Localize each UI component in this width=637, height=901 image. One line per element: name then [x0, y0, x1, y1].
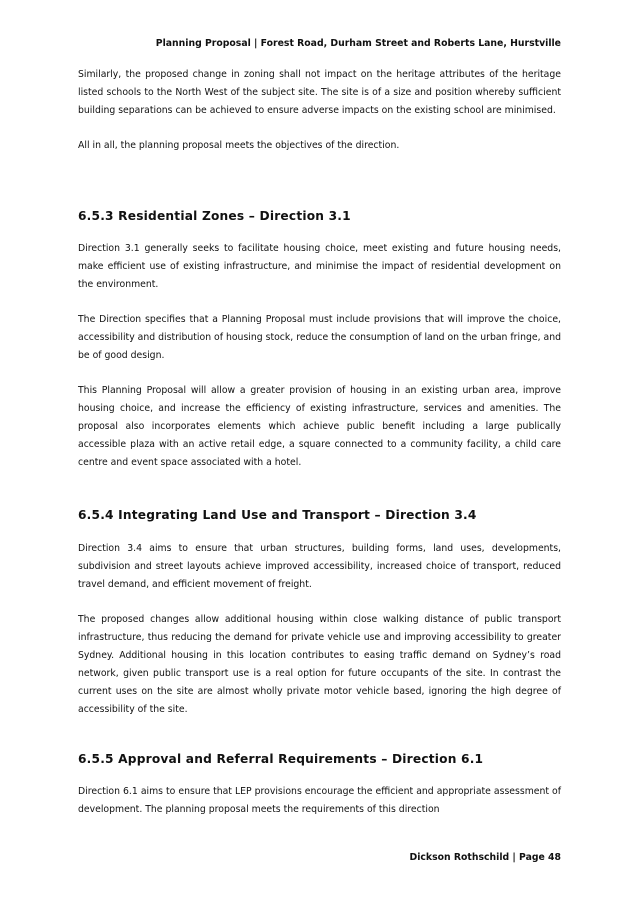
section-body: [78, 240, 561, 472]
paragraph: This Planning Proposal will allow a greater provision of housing in an existing urban area, improve housing choice, and increase the efficiency of existing infrastructure, services and amenities. The proposal also incorporates elements which achieve public benefit including a large publically accessible plaza with an active retail edge, a square connected to a community facility, a child care centre and event space associated with a hotel.: [78, 385, 561, 468]
paragraph: Similarly, the proposed change in zoning shall not impact on the heritage attributes of the heritage listed schools to the North West of the subject site. The site is of a size and position whereby sufficient building separations can be achieved to ensure adverse impacts on the existing school are minimised.: [78, 69, 561, 116]
paragraph: Direction 6.1 aims to ensure that LEP provisions encourage the efficient and appropriate assessment of development. The planning proposal meets the requirements of this direction: [78, 786, 561, 815]
section-body: [78, 783, 561, 819]
section-heading: 6.5.3 Residential Zones – Direction 3.1: [78, 209, 351, 223]
paragraph: Direction 3.1 generally seeks to facilitate housing choice, meet existing and future housing needs, make efficient use of existing infrastructure, and minimise the impact of residential development on the environment.: [78, 243, 561, 290]
section-body: [78, 540, 561, 719]
intro-text: [78, 66, 561, 155]
section-heading: 6.5.5 Approval and Referral Requirements – Direction 6.1: [78, 752, 484, 766]
section-heading: 6.5.4 Integrating Land Use and Transport – Direction 3.4: [78, 508, 477, 522]
page-header: Planning Proposal | Forest Road, Durham Street and Roberts Lane, Hurstville: [155, 38, 561, 49]
paragraph: The Direction specifies that a Planning Proposal must include provisions that will improve the choice, accessibility and distribution of housing stock, reduce the consumption of land on the urban fringe, and be of good design.: [78, 314, 561, 361]
paragraph: All in all, the planning proposal meets the objectives of the direction.: [78, 140, 400, 151]
paragraph: The proposed changes allow additional housing within close walking distance of public transport infrastructure, thus reducing the demand for private vehicle use and improving accessibility to greater Sydney. Additional housing in this location contributes to easing traffic demand on Sydney’s road network, given public transport use is a real option for future occupants of the site. In contrast the current uses on the site are almost wholly private motor vehicle based, ignoring the high degree of accessibility of the site.: [78, 614, 561, 715]
paragraph: Direction 3.4 aims to ensure that urban structures, building forms, land uses, developments, subdivision and street layouts achieve improved accessibility, increased choice of transport, reduced travel demand, and efficient movement of freight.: [78, 543, 561, 590]
page-footer: Dickson Rothschild | Page 48: [409, 852, 561, 863]
